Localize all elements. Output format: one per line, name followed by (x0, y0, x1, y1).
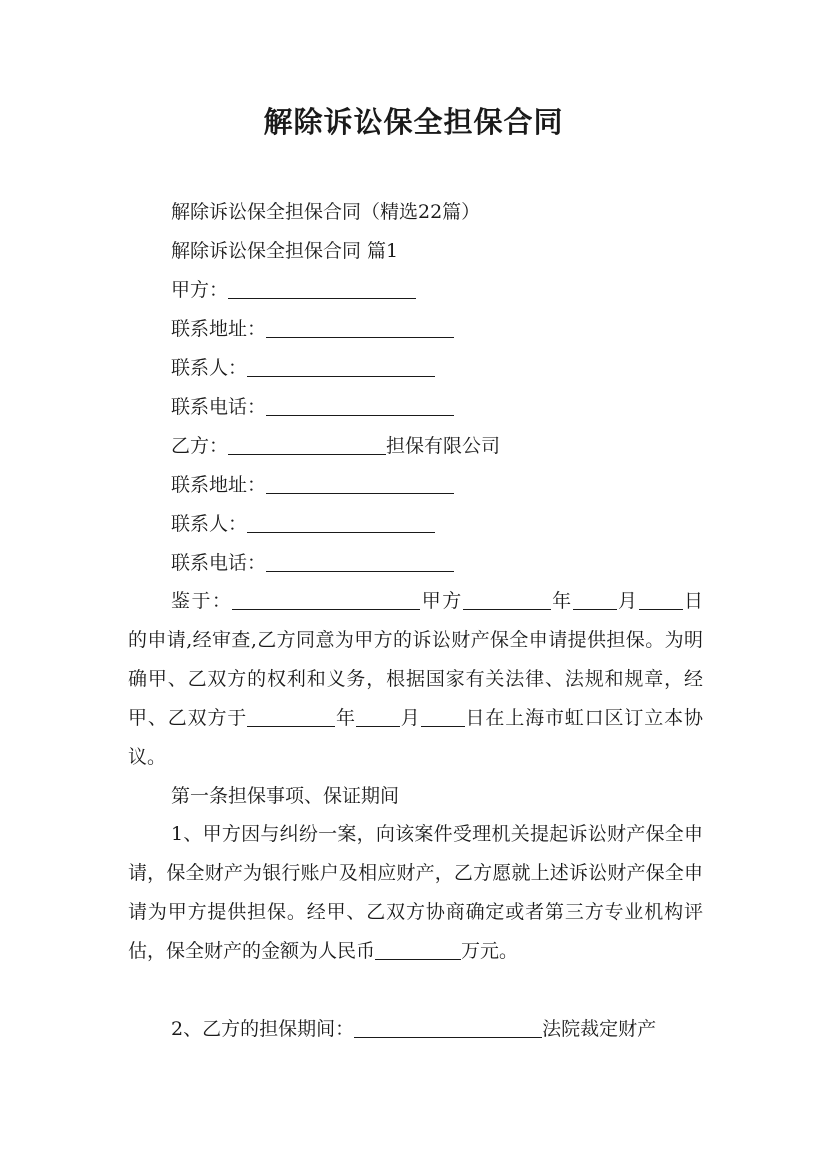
party-a-address-label: 联系地址： (171, 318, 267, 340)
clause-2-tail: 法院裁定财产 (542, 1018, 657, 1040)
whereas-year-label: 年 (550, 590, 573, 612)
party-b-phone-label: 联系电话： (171, 552, 267, 574)
party-b-blank[interactable] (228, 436, 386, 455)
clause-1-tail: 万元。 (461, 940, 519, 962)
whereas-party-a: 甲方 (420, 590, 463, 612)
party-b-contact-blank[interactable] (247, 514, 435, 533)
whereas-blank-1[interactable] (232, 591, 420, 610)
guarantee-period-blank[interactable] (354, 1019, 542, 1038)
party-a-phone-blank[interactable] (266, 397, 454, 416)
whereas-paragraph (128, 582, 703, 777)
party-b-address-line (171, 472, 746, 498)
party-a-address-line (171, 316, 746, 342)
agreement-month-blank[interactable] (356, 708, 400, 727)
article-1-heading: 第一条担保事项、保证期间 (171, 785, 400, 807)
party-b-contact-label: 联系人： (171, 513, 248, 535)
party-a-phone-label: 联系电话： (171, 396, 267, 418)
agreement-year-label: 年 (335, 707, 356, 729)
party-b-address-blank[interactable] (266, 475, 454, 494)
party-b-contact-line (171, 511, 746, 537)
party-b-company-suffix: 担保有限公司 (386, 435, 501, 457)
clause-1-text: 1、甲方因与纠纷一案，向该案件受理机关提起诉讼财产保全申请，保全财产为银行账户及相应财产，乙方愿就上述诉讼财产保全申请为甲方提供担保。经甲、乙双方协商确定或者第三方专业机构评估，保全财产的金额为人民币 (128, 823, 703, 962)
whereas-day-blank[interactable] (639, 591, 683, 610)
whereas-closing: 日在上海市虹口区订立本协议。 (128, 707, 703, 768)
party-b-phone-line (171, 550, 746, 576)
amount-blank[interactable] (375, 941, 461, 960)
document-subtitle: 解除诉讼保全担保合同（精选22篇） (171, 201, 481, 223)
agreement-year-blank[interactable] (247, 708, 335, 727)
party-a-contact-label: 联系人： (171, 357, 248, 379)
clause-2-lead: 2、乙方的担保期间： (171, 1018, 355, 1040)
agreement-month-label: 月 (399, 707, 421, 729)
whereas-body: 日的申请,经审查,乙方同意为甲方的诉讼财产保全申请提供担保。为明确甲、乙双方的权利和义务，根据国家有关法律、法规和规章，经甲、乙双方于 (128, 590, 703, 729)
party-b-label: 乙方： (171, 435, 229, 457)
party-a-line (171, 277, 746, 303)
party-b-phone-blank[interactable] (266, 553, 454, 572)
party-a-address-blank[interactable] (266, 319, 454, 338)
agreement-day-blank[interactable] (421, 708, 465, 727)
party-a-contact-blank[interactable] (247, 358, 435, 377)
whereas-month-label: 月 (616, 590, 639, 612)
party-a-phone-line (171, 394, 746, 420)
section-heading: 解除诉讼保全担保合同 篇1 (171, 240, 399, 262)
whereas-year-blank[interactable] (463, 591, 551, 610)
party-a-contact-line (171, 355, 746, 381)
party-b-line (171, 433, 746, 459)
whereas-lead: 鉴于： (171, 590, 233, 612)
clause-2-paragraph (128, 1010, 703, 1049)
whereas-month-blank[interactable] (573, 591, 617, 610)
party-b-address-label: 联系地址： (171, 474, 267, 496)
clause-1-paragraph (128, 815, 703, 971)
document-title: 解除诉讼保全担保合同 (263, 105, 564, 139)
party-a-blank[interactable] (228, 280, 416, 299)
party-a-label: 甲方： (171, 279, 229, 301)
